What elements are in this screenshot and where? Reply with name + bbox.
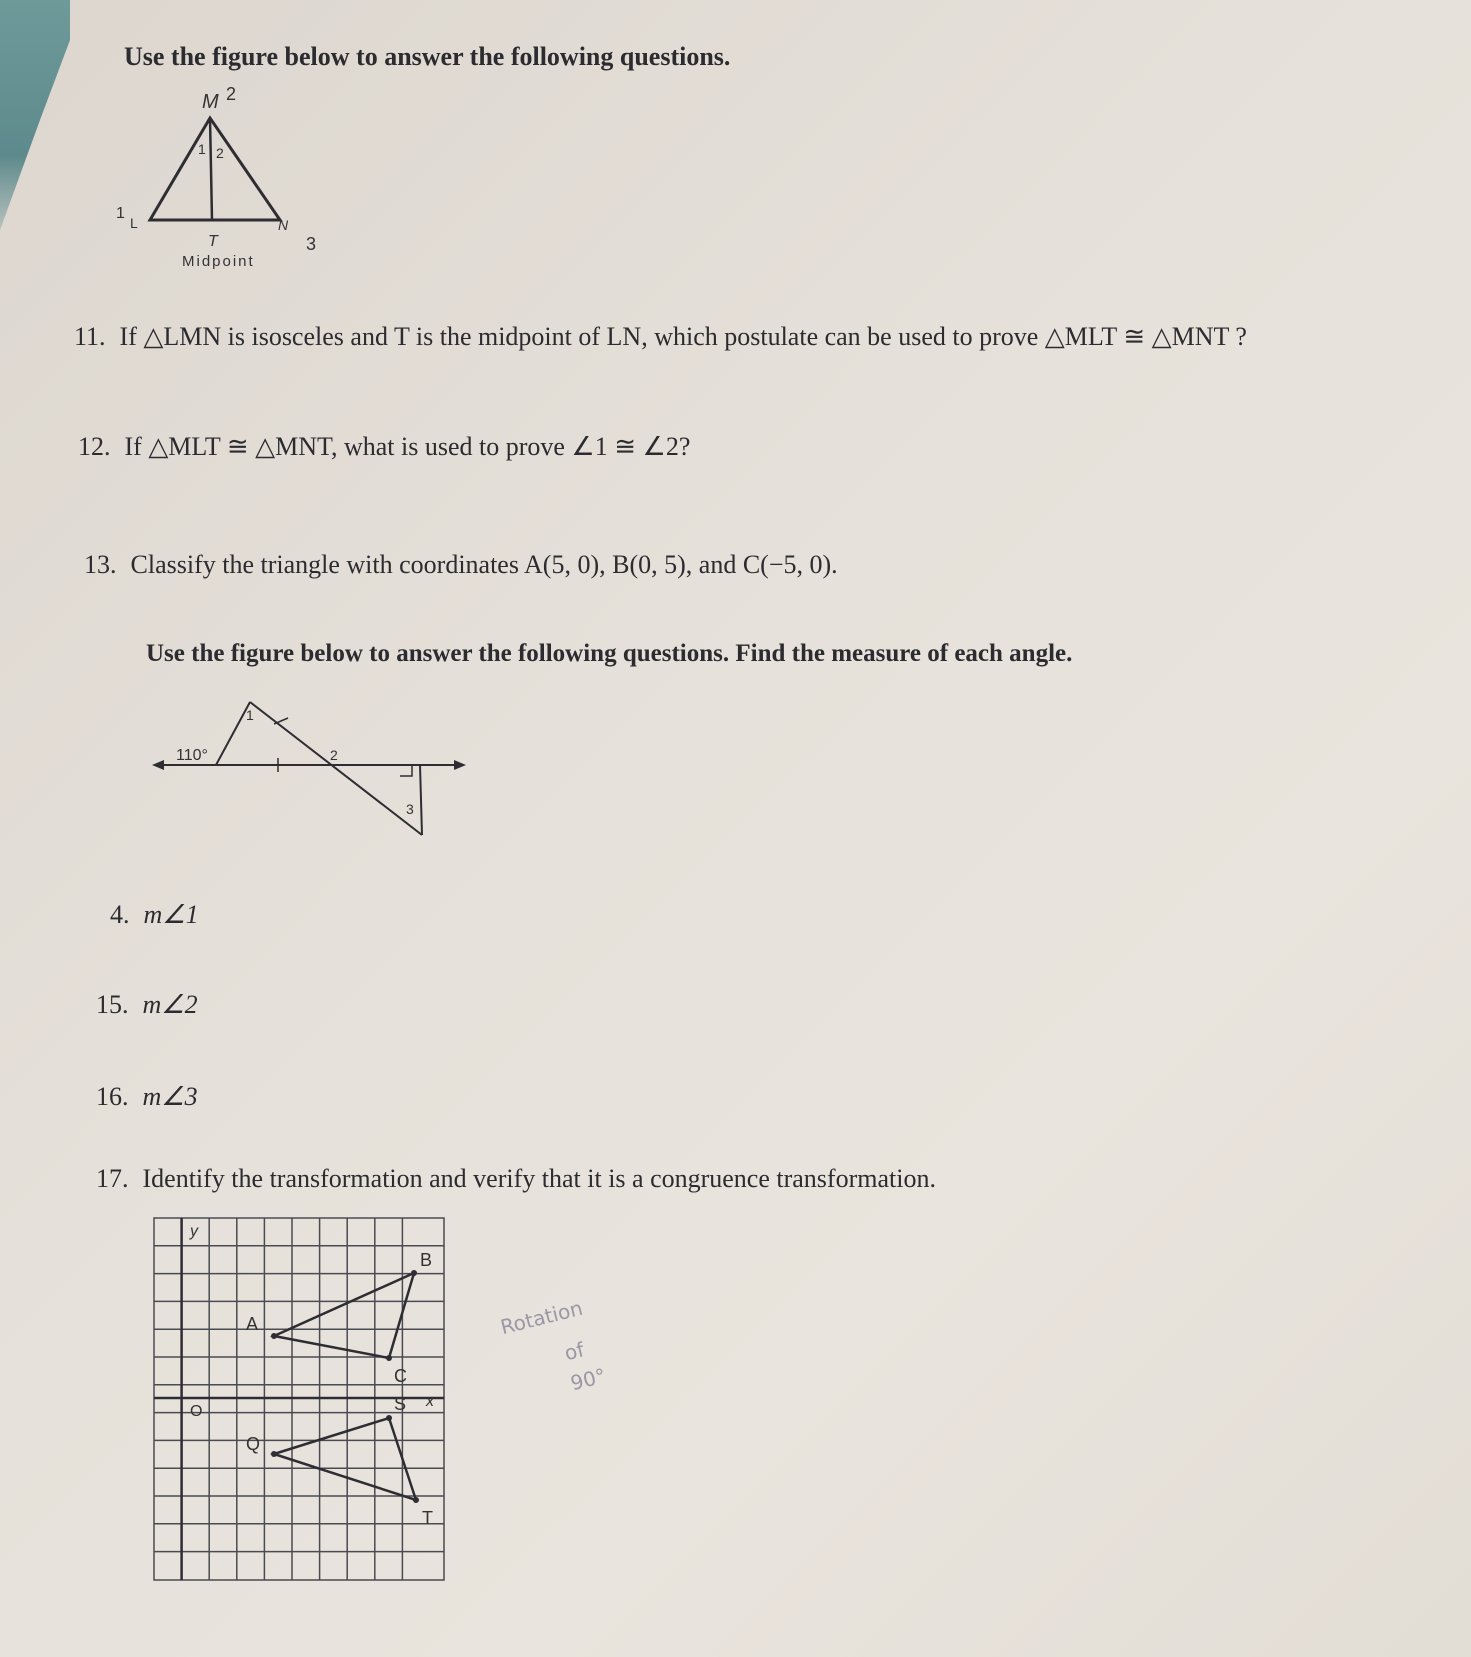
question-14-number: 4. (110, 900, 130, 929)
handwritten-answer-line-1: Rotation (498, 1295, 585, 1340)
question-14-text: m∠1 (143, 900, 199, 929)
angle-1-label: 1 (198, 141, 206, 157)
intro-heading-1: Use the figure below to answer the following questions. (124, 42, 731, 71)
question-13-text: Classify the triangle with coordinates A(5, 0), B(0, 5), and C(−5, 0). (130, 550, 838, 579)
angle-110-label: 110° (176, 747, 208, 764)
fig2-angle-3-label: 3 (406, 801, 414, 817)
vertex-m-label: M (202, 91, 219, 113)
question-17 (96, 1164, 936, 1194)
point-s-label: S (394, 1394, 407, 1414)
question-16-number: 16. (96, 1082, 129, 1111)
question-13 (84, 550, 838, 580)
origin-label: O (190, 1403, 203, 1420)
handwritten-answer-line-3: 90° (568, 1363, 609, 1396)
fig2-angle-1-label: 1 (246, 707, 254, 723)
question-15-text: m∠2 (142, 990, 198, 1019)
note-n-3: 3 (306, 234, 317, 254)
triangle-lmn-figure (110, 80, 340, 280)
angle-figure (150, 690, 470, 840)
point-t-label-grid: T (422, 1508, 433, 1528)
y-axis-label: y (190, 1223, 198, 1240)
question-17-text: Identify the transformation and verify that it is a congruence transformation. (142, 1164, 936, 1193)
question-11 (74, 322, 1247, 352)
question-17-number: 17. (96, 1164, 129, 1193)
point-b-label: B (420, 1250, 433, 1270)
paper-edge-background (0, 0, 70, 260)
vertex-n-label: N (278, 217, 289, 233)
question-13-number: 13. (84, 550, 117, 579)
question-12-number: 12. (78, 432, 111, 461)
question-16-text: m∠3 (142, 1082, 198, 1111)
note-m-2: 2 (226, 84, 237, 104)
note-l-1: 1 (116, 205, 125, 222)
question-15 (96, 990, 198, 1020)
point-c-label: C (394, 1366, 407, 1386)
coordinate-grid-figure (154, 1218, 454, 1588)
fig2-angle-2-label: 2 (330, 747, 338, 763)
point-a-label: A (246, 1314, 259, 1334)
handwritten-answer-line-2: of (562, 1337, 587, 1366)
question-16 (96, 1082, 198, 1112)
point-t-label: T (208, 233, 218, 250)
question-11-number: 11. (74, 322, 106, 351)
point-q-label: Q (246, 1434, 261, 1454)
vertex-l-label: L (130, 215, 138, 231)
question-11-text: If △LMN is isosceles and T is the midpoint of LN, which postulate can be used to prove △MLT ≅ △MNT ? (119, 322, 1247, 351)
question-15-number: 15. (96, 990, 129, 1019)
x-axis-label: x (426, 1393, 434, 1410)
midpoint-note: Midpoint (182, 253, 255, 270)
question-14 (110, 900, 199, 930)
angle-2-label: 2 (216, 145, 224, 161)
intro-heading-2: Use the figure below to answer the following questions. Find the measure of each angle. (146, 640, 1073, 667)
question-12-text: If △MLT ≅ △MNT, what is used to prove ∠1 ≅ ∠2? (124, 432, 691, 461)
question-12 (78, 432, 690, 462)
